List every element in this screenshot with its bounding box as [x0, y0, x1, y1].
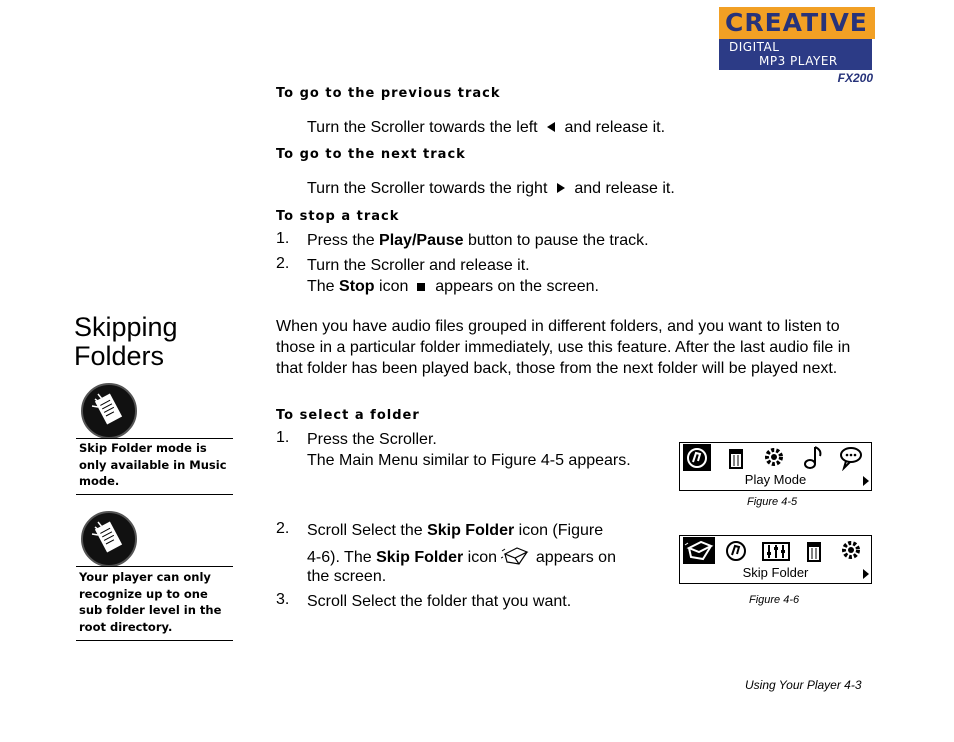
stop-step1-text [307, 230, 649, 251]
note2-top-rule [76, 566, 233, 567]
folder-step2-number: 2. [276, 520, 290, 537]
next-text-a: Turn the Scroller towards the right [307, 180, 548, 197]
skip-folder-icon [683, 537, 715, 564]
settings-gear-icon [760, 444, 788, 471]
folder-step2-line3: the screen. [307, 568, 387, 585]
play-pause-label: Play/Pause [379, 232, 464, 249]
folder-step2-l2post: appears on [535, 549, 616, 566]
skip-folder-label-2: Skip Folder [376, 549, 464, 566]
next-track-text [307, 178, 675, 199]
logo-brand: CREATIVE [725, 8, 868, 37]
folder-step2-l2pre: 4-6). The [307, 549, 377, 566]
folder-step2-post: icon (Figure [514, 522, 604, 539]
logo-top-band [719, 7, 875, 39]
play-mode-icon [683, 444, 711, 471]
stop-step2-post: appears on the screen. [435, 278, 599, 295]
folder-step1-line1: Press the Scroller. [307, 431, 437, 448]
trash-icon [800, 537, 828, 564]
stop-step2-pre: The [307, 278, 340, 295]
stop-step1-pre: Press the [307, 232, 380, 249]
lcd-right-arrow-icon [863, 569, 869, 579]
stop-icon [413, 280, 431, 292]
lcd-label: Skip Folder [742, 565, 809, 580]
previous-text-a: Turn the Scroller towards the left [307, 119, 538, 136]
title-line1: Skipping [74, 312, 178, 342]
skipping-intro: When you have audio files grouped in different folders, and you want to listen to those in a particular folder immediately, use this feature. After the last audio file in that folder has been played back, those from the next folder will be played next. [276, 318, 851, 377]
logo-model: FX200 [837, 71, 873, 85]
creative-logo [719, 7, 875, 87]
stop-step2-mid: icon [374, 278, 409, 295]
folder-step1-line2: The Main Menu similar to Figure 4-5 appears. [307, 452, 631, 469]
folder-step2-line2 [307, 545, 616, 568]
previous-text-b: and release it. [564, 119, 666, 136]
page-footer: Using Your Player 4-3 [745, 678, 862, 692]
figure-caption: Figure 4-5 [747, 496, 798, 508]
stop-step2-line2 [307, 276, 599, 297]
folder-step1-number: 1. [276, 429, 290, 446]
note2-bottom-rule [76, 640, 233, 641]
logo-line1: DIGITAL [729, 40, 780, 54]
heading-select-folder: To select a folder [276, 408, 420, 423]
folder-step3-number: 3. [276, 591, 290, 608]
section-title [74, 313, 178, 371]
skip-folder-label: Skip Folder [427, 522, 515, 539]
note-icon [81, 511, 137, 567]
stop-label: Stop [339, 278, 375, 295]
logo-line2: MP3 PLAYER [759, 54, 838, 68]
note1-bottom-rule [76, 494, 233, 495]
previous-track-text [307, 117, 665, 138]
heading-previous-track: To go to the previous track [276, 86, 501, 101]
stop-step1-post: button to pause the track. [463, 232, 649, 249]
left-arrow-icon [542, 121, 560, 133]
next-text-b: and release it. [574, 180, 675, 197]
stop-step1-number: 1. [276, 230, 290, 247]
folder-step3-text: Scroll Select the folder that you want. [307, 593, 572, 610]
stop-step2-number: 2. [276, 255, 290, 272]
note1-top-rule [76, 438, 233, 439]
folder-step2-pre: Scroll Select the [307, 522, 428, 539]
note1-text: Skip Folder mode is only available in Music mode. [79, 441, 227, 488]
figure-caption: Figure 4-6 [749, 594, 800, 606]
lcd-play-mode [679, 442, 872, 491]
note2-text: Your player can only recognize up to one sub folder level in the root directory. [79, 570, 222, 634]
lcd-icon-row [680, 443, 871, 471]
heading-stop-track: To stop a track [276, 209, 400, 224]
logo-bottom-band [719, 39, 872, 70]
folder-step2-line1 [307, 520, 603, 541]
skip-folder-icon [501, 545, 531, 567]
play-mode-icon [722, 537, 750, 564]
right-arrow-icon [552, 182, 570, 194]
music-note-icon [800, 444, 828, 471]
lcd-icon-row [680, 536, 871, 564]
lcd-skip-folder [679, 535, 872, 584]
folder-step2-l2mid: icon [463, 549, 497, 566]
speech-bubble-icon [837, 444, 865, 471]
settings-gear-icon [837, 537, 865, 564]
trash-icon [722, 444, 750, 471]
heading-next-track: To go to the next track [276, 147, 466, 162]
stop-step2-line1: Turn the Scroller and release it. [307, 257, 530, 274]
note-icon [81, 383, 137, 439]
equalizer-icon [760, 537, 792, 564]
lcd-label: Play Mode [744, 472, 807, 487]
lcd-right-arrow-icon [863, 476, 869, 486]
title-line2: Folders [74, 341, 165, 371]
